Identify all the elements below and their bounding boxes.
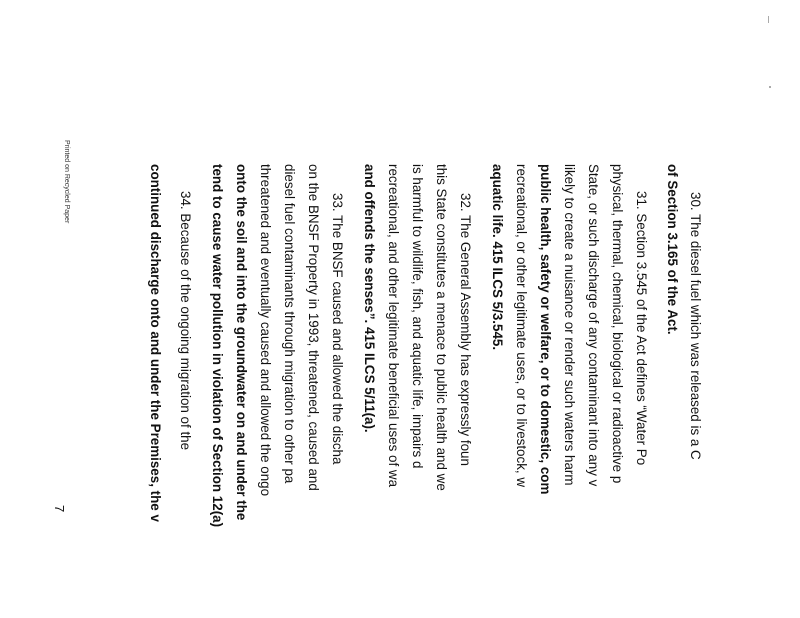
body-line: of Section 3.165 of the Act. [665,164,680,335]
body-line: threatened and eventually caused and allowed the ongo [258,164,273,497]
body-line: this State constitutes a menace to public health and we [434,164,449,491]
body-line: 34. Because of the ongoing migration of the [178,191,193,451]
body-line: tend to cause water pollution in violation of Section 12(a) [210,164,225,528]
body-line: diesel fuel contaminants through migration to other pa [282,164,297,484]
body-line: onto the soil and into the groundwater on and under the [234,164,249,521]
body-line: 33. The BNSF caused and allowed the discha [330,193,345,465]
body-line: and offends the senses”. 415 ILCS 5/11(a). [362,164,377,433]
page-number: 7 [52,505,67,513]
body-line: likely to create a nuisance or render such waters harm [562,164,577,486]
body-line: aquatic life. 415 ILCS 5/3.545. [490,164,505,351]
body-line: recreational, or other legitimate uses, or to livestock, w [514,164,529,488]
body-line: 30. The diesel fuel which was released is a C [688,192,703,460]
body-line: 31. Section 3.545 of the Act defines “Water Po [634,191,649,466]
footer-note: Printed on Recycled Paper [63,140,70,224]
scan-mark-1 [768,16,769,23]
scan-mark-2 [769,86,771,88]
body-line: physical, thermal, chemical, biological or radioactive p [610,164,625,484]
body-line: 32. The General Assembly has expressly foun [458,193,473,466]
body-line: public health, safety or welfare, or to domestic, com [538,164,553,495]
body-line: State, or such discharge of any contaminant into any v [586,164,601,487]
body-line: on the BNSF Property in 1993, threatened, caused and [306,164,321,491]
body-line: is harmful to wildlife, fish, and aquatic life, impairs d [410,164,425,469]
body-line: recreational, and other legitimate beneficial uses of wa [386,164,401,488]
body-line: continued discharge onto and under the Premises, the v [148,164,163,522]
